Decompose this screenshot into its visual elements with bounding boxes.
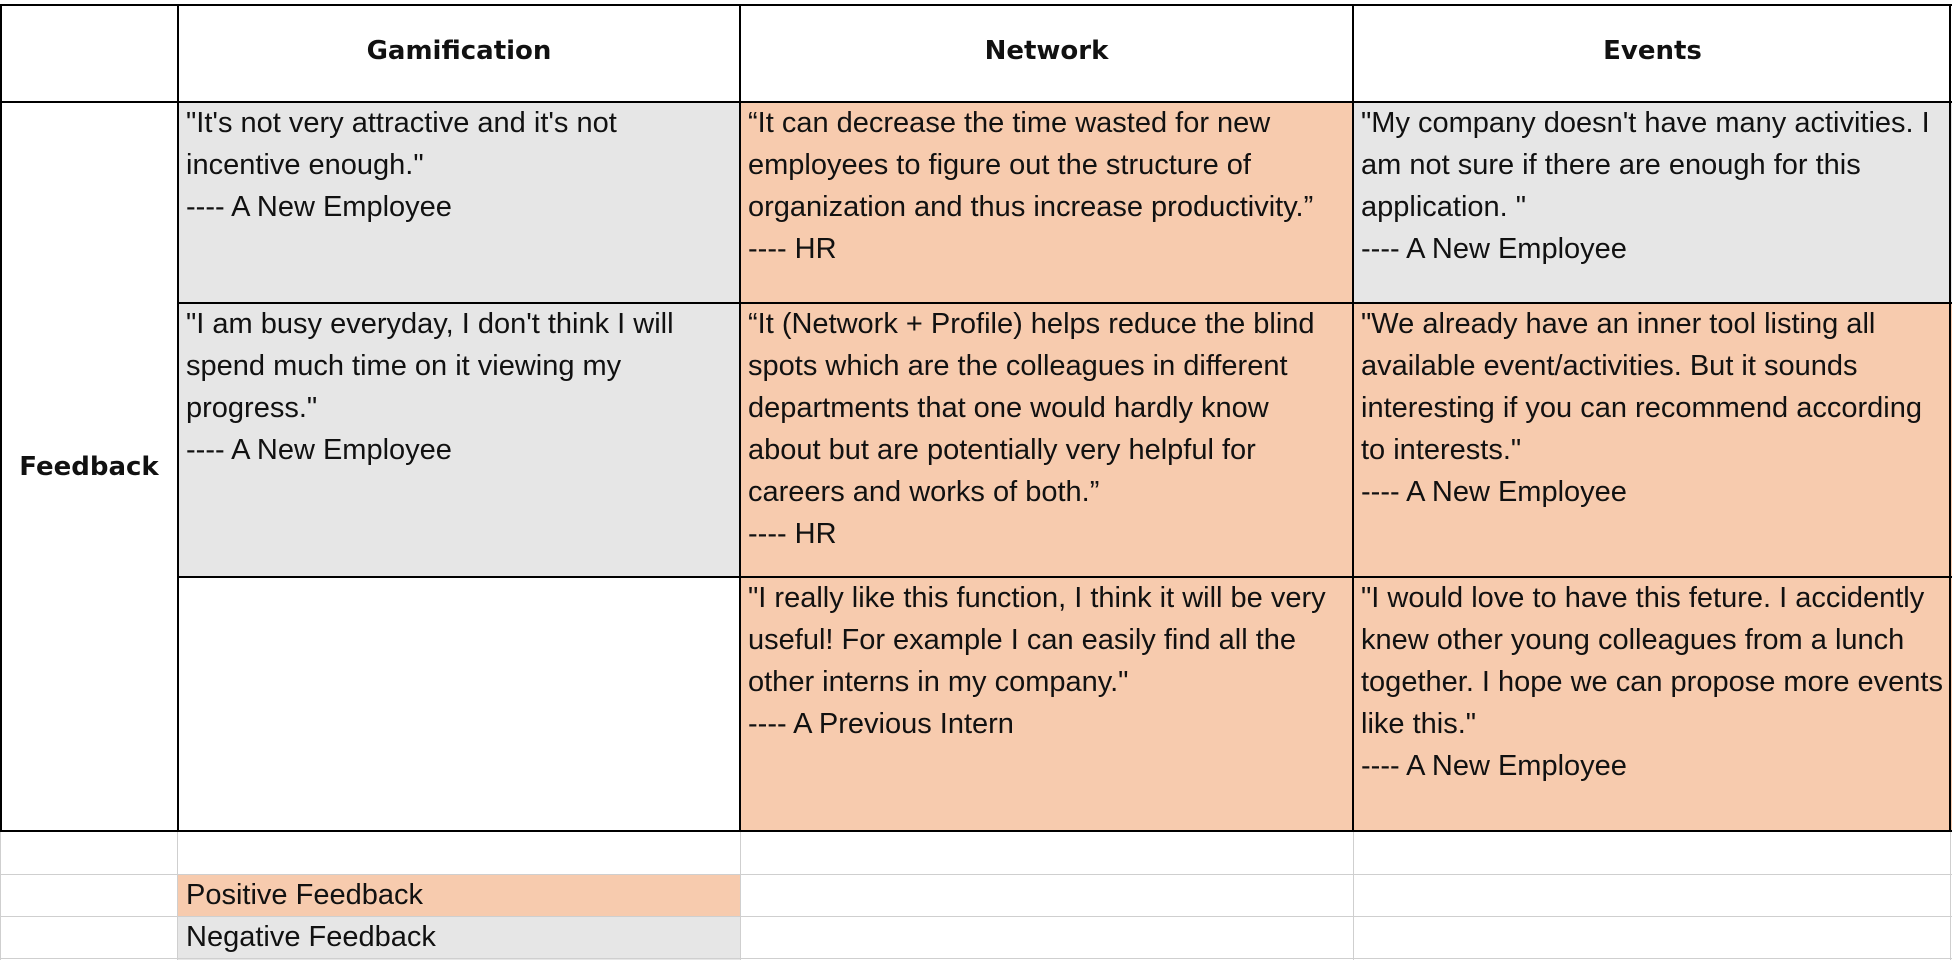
border-line xyxy=(0,101,1952,103)
feedback-attribution: ---- A Previous Intern xyxy=(748,708,1014,740)
cell-events-1[interactable] xyxy=(1353,102,1952,303)
header-gamification[interactable]: Gamification xyxy=(366,36,552,66)
border-line xyxy=(1352,4,1354,832)
feedback-quote: “It can decrease the time wasted for new employees to figure out the structure of organization and thus increase productivity.” xyxy=(748,107,1314,223)
feedback-attribution: ---- A New Employee xyxy=(186,434,452,466)
gridline xyxy=(177,831,178,960)
header-events[interactable]: Events xyxy=(1603,36,1702,66)
feedback-attribution: ---- A New Employee xyxy=(186,191,452,223)
feedback-quote: “It (Network + Profile) helps reduce the blind spots which are the colleagues in different departments that one would hardly know about but are potentially very helpful for careers and works of both.” xyxy=(748,308,1315,508)
border-line xyxy=(0,4,2,832)
header-network[interactable]: Network xyxy=(984,36,1109,66)
legend-negative[interactable]: Negative Feedback xyxy=(178,916,740,960)
feedback-quote: "My company doesn't have many activities. I am not sure if there are enough for this application. " xyxy=(1361,107,1930,223)
cell-gamification-2[interactable] xyxy=(178,303,740,577)
feedback-quote: "I would love to have this feture. I accidently knew other young colleagues from a lunch together. I hope we can propose more events like this." xyxy=(1361,582,1943,740)
gridline xyxy=(0,916,1952,917)
border-line xyxy=(1949,4,1951,832)
feedback-quote: "I am busy everyday, I don't think I will spend much time on it viewing my progress." xyxy=(186,308,674,424)
legend-positive[interactable]: Positive Feedback xyxy=(178,874,740,916)
cell-network-2[interactable] xyxy=(740,303,1353,577)
feedback-attribution: ---- A New Employee xyxy=(1361,750,1627,782)
border-line xyxy=(0,830,1952,832)
border-line xyxy=(178,302,1952,304)
border-line xyxy=(739,4,741,832)
feedback-quote: "We already have an inner tool listing all available event/activities. But it sounds interesting if you can recommend according to interests." xyxy=(1361,308,1922,466)
corner-cell[interactable] xyxy=(0,0,178,102)
feedback-quote: "I really like this function, I think it will be very useful! For example I can easily find all the other interns in my company." xyxy=(748,582,1326,698)
cell-network-1[interactable] xyxy=(740,102,1353,303)
border-line xyxy=(177,4,179,832)
cell-events-2[interactable] xyxy=(1353,303,1952,577)
gridline xyxy=(0,874,1952,875)
cell-network-3[interactable] xyxy=(740,577,1353,831)
feedback-attribution: ---- A New Employee xyxy=(1361,233,1627,265)
feedback-attribution: ---- HR xyxy=(748,518,837,550)
feedback-quote: "It's not very attractive and it's not incentive enough." xyxy=(186,107,617,181)
gridline xyxy=(0,831,1,960)
gridline xyxy=(1950,831,1951,960)
gridline xyxy=(740,831,741,960)
cell-gamification-1[interactable] xyxy=(178,102,740,303)
gridline xyxy=(0,958,1952,959)
cell-gamification-3[interactable] xyxy=(178,577,740,831)
border-line xyxy=(0,4,1952,6)
feedback-attribution: ---- A New Employee xyxy=(1361,476,1627,508)
border-line xyxy=(178,576,1952,578)
row-label-feedback[interactable]: Feedback xyxy=(19,451,159,482)
cell-events-3[interactable] xyxy=(1353,577,1952,831)
feedback-attribution: ---- HR xyxy=(748,233,837,265)
gridline xyxy=(1353,831,1354,960)
